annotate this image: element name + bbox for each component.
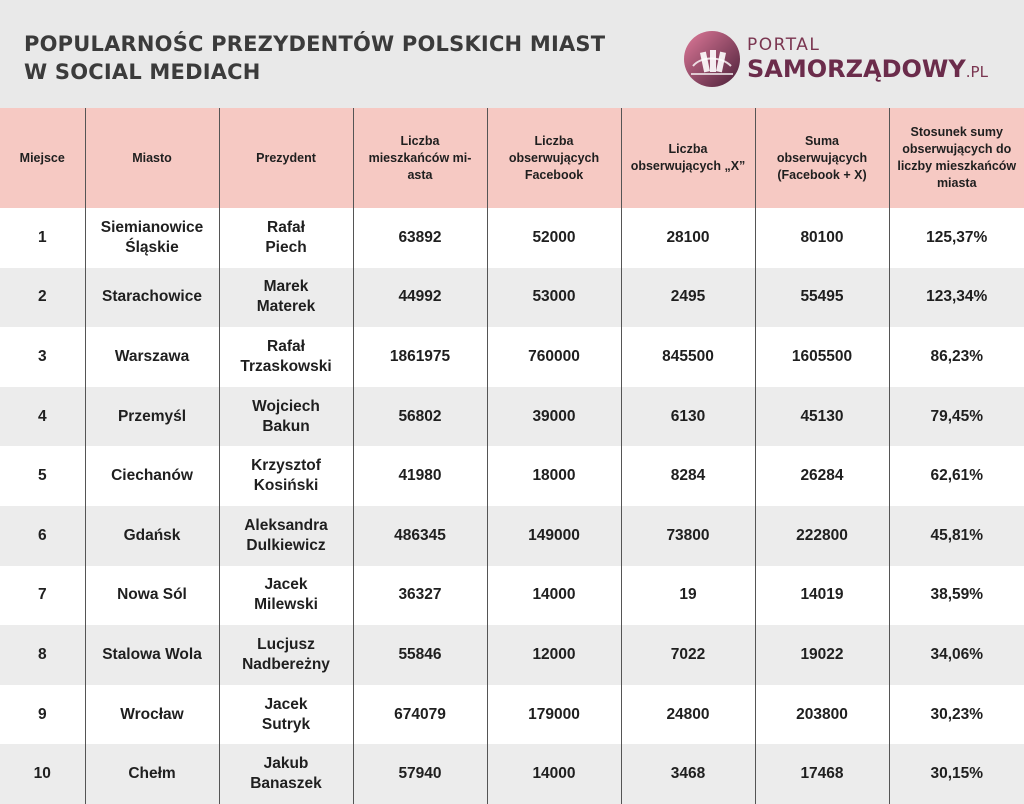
cell-place: 1 bbox=[0, 208, 85, 268]
president-last-name: Dulkiewicz bbox=[246, 536, 326, 554]
cell-population: 57940 bbox=[353, 744, 487, 804]
cell-sum: 80100 bbox=[755, 208, 889, 268]
cell-president bbox=[219, 446, 353, 506]
logo-portal-text: PORTAL bbox=[747, 35, 821, 55]
cell-sum: 14019 bbox=[755, 566, 889, 626]
cell-city bbox=[85, 327, 219, 387]
logo-name: SAMORZĄDOWY bbox=[747, 55, 966, 83]
logo-emblem-icon bbox=[683, 30, 741, 88]
city-line-1: Siemianowice bbox=[100, 218, 204, 236]
cell-ratio: 62,61% bbox=[889, 446, 1024, 506]
table-row bbox=[0, 506, 1024, 566]
cell-city bbox=[85, 685, 219, 745]
cell-x: 28100 bbox=[621, 208, 755, 268]
president-last-name: Materek bbox=[256, 298, 316, 316]
table-row bbox=[0, 208, 1024, 268]
cell-population: 674079 bbox=[353, 685, 487, 745]
table-header-row bbox=[0, 108, 1024, 208]
cell-ratio: 45,81% bbox=[889, 506, 1024, 566]
cell-facebook: 12000 bbox=[487, 625, 621, 685]
cell-x: 8284 bbox=[621, 446, 755, 506]
cell-ratio: 125,37% bbox=[889, 208, 1024, 268]
title-line-1: POPULARNOŚC PREZYDENTÓW POLSKICH MIAST bbox=[24, 32, 606, 56]
cell-x: 73800 bbox=[621, 506, 755, 566]
cell-place: 6 bbox=[0, 506, 85, 566]
city-line-1: Gdańsk bbox=[123, 526, 181, 544]
cell-facebook: 14000 bbox=[487, 744, 621, 804]
cell-place: 9 bbox=[0, 685, 85, 745]
cell-population: 55846 bbox=[353, 625, 487, 685]
cell-president bbox=[219, 744, 353, 804]
cell-facebook: 39000 bbox=[487, 387, 621, 447]
cell-x: 2495 bbox=[621, 268, 755, 328]
cell-population: 36327 bbox=[353, 566, 487, 626]
cell-sum: 55495 bbox=[755, 268, 889, 328]
president-last-name: Nadbereżny bbox=[242, 655, 330, 673]
president-first-name: Krzysztof bbox=[251, 457, 321, 475]
cell-ratio: 34,06% bbox=[889, 625, 1024, 685]
cell-place: 2 bbox=[0, 268, 85, 328]
city-line-1: Stalowa Wola bbox=[102, 645, 202, 663]
logo-samorzadowy-text bbox=[747, 54, 988, 87]
cell-sum: 203800 bbox=[755, 685, 889, 745]
cell-ratio: 86,23% bbox=[889, 327, 1024, 387]
cell-sum: 45130 bbox=[755, 387, 889, 447]
header-president: Prezydent bbox=[219, 108, 353, 208]
table-row bbox=[0, 625, 1024, 685]
cell-place: 5 bbox=[0, 446, 85, 506]
cell-ratio: 38,59% bbox=[889, 566, 1024, 626]
cell-x: 7022 bbox=[621, 625, 755, 685]
president-first-name: Lucjusz bbox=[257, 635, 315, 653]
cell-facebook: 18000 bbox=[487, 446, 621, 506]
cell-sum: 26284 bbox=[755, 446, 889, 506]
city-line-1: Chełm bbox=[128, 765, 176, 783]
cell-president bbox=[219, 625, 353, 685]
header-facebook: Liczba obserwujących Facebook bbox=[487, 108, 621, 208]
header-ratio: Stosunek sumy obserwujących do liczby mieszkańców miasta bbox=[889, 108, 1024, 208]
cell-sum: 19022 bbox=[755, 625, 889, 685]
cell-president bbox=[219, 685, 353, 745]
city-line-1: Ciechanów bbox=[111, 467, 193, 485]
cell-place: 8 bbox=[0, 625, 85, 685]
logo-text bbox=[747, 36, 988, 87]
ranking-table bbox=[0, 108, 1024, 804]
cell-president bbox=[219, 506, 353, 566]
cell-place: 7 bbox=[0, 566, 85, 626]
cell-x: 3468 bbox=[621, 744, 755, 804]
header-city: Miasto bbox=[85, 108, 219, 208]
president-last-name: Sutryk bbox=[261, 715, 311, 733]
city-line-1: Warszawa bbox=[114, 347, 190, 365]
cell-x: 19 bbox=[621, 566, 755, 626]
page-title bbox=[24, 30, 644, 86]
city-line-1: Starachowice bbox=[102, 288, 202, 306]
header bbox=[0, 0, 1024, 108]
president-first-name: Rafał bbox=[267, 337, 305, 355]
cell-ratio: 30,23% bbox=[889, 685, 1024, 745]
cell-population: 63892 bbox=[353, 208, 487, 268]
city-line-1: Wrocław bbox=[120, 705, 184, 723]
cell-facebook: 760000 bbox=[487, 327, 621, 387]
president-first-name: Jacek bbox=[264, 576, 308, 594]
president-first-name: Jakub bbox=[263, 755, 309, 773]
cell-president bbox=[219, 208, 353, 268]
header-place: Miejsce bbox=[0, 108, 85, 208]
cell-place: 10 bbox=[0, 744, 85, 804]
cell-city bbox=[85, 446, 219, 506]
table-row bbox=[0, 744, 1024, 804]
cell-population: 486345 bbox=[353, 506, 487, 566]
cell-population: 56802 bbox=[353, 387, 487, 447]
table-row bbox=[0, 387, 1024, 447]
cell-president bbox=[219, 268, 353, 328]
header-sum: Suma obserwujących (Facebook + X) bbox=[755, 108, 889, 208]
president-first-name: Marek bbox=[263, 278, 309, 296]
president-last-name: Kosiński bbox=[253, 477, 319, 495]
cell-facebook: 14000 bbox=[487, 566, 621, 626]
cell-x: 24800 bbox=[621, 685, 755, 745]
cell-sum: 222800 bbox=[755, 506, 889, 566]
city-line-1: Nowa Sól bbox=[117, 586, 187, 604]
cell-sum: 17468 bbox=[755, 744, 889, 804]
cell-ratio: 123,34% bbox=[889, 268, 1024, 328]
cell-facebook: 52000 bbox=[487, 208, 621, 268]
cell-population: 44992 bbox=[353, 268, 487, 328]
cell-city bbox=[85, 566, 219, 626]
cell-ratio: 79,45% bbox=[889, 387, 1024, 447]
cell-city bbox=[85, 744, 219, 804]
cell-facebook: 179000 bbox=[487, 685, 621, 745]
cell-facebook: 53000 bbox=[487, 268, 621, 328]
cell-city bbox=[85, 387, 219, 447]
city-line-2: Śląskie bbox=[125, 238, 179, 256]
cell-president bbox=[219, 566, 353, 626]
cell-sum: 1605500 bbox=[755, 327, 889, 387]
president-last-name: Milewski bbox=[254, 596, 318, 614]
city-line-1: Przemyśl bbox=[117, 407, 187, 425]
cell-city bbox=[85, 506, 219, 566]
president-first-name: Rafał bbox=[267, 218, 305, 236]
cell-population: 1861975 bbox=[353, 327, 487, 387]
president-last-name: Bakun bbox=[262, 417, 310, 435]
president-last-name: Banaszek bbox=[250, 775, 322, 793]
president-first-name: Aleksandra bbox=[244, 516, 328, 534]
title-line-2: W SOCIAL MEDIACH bbox=[24, 60, 261, 84]
table-row bbox=[0, 327, 1024, 387]
cell-population: 41980 bbox=[353, 446, 487, 506]
table-row bbox=[0, 685, 1024, 745]
logo-suffix: .PL bbox=[965, 63, 988, 81]
cell-x: 6130 bbox=[621, 387, 755, 447]
table-row bbox=[0, 566, 1024, 626]
cell-facebook: 149000 bbox=[487, 506, 621, 566]
cell-president bbox=[219, 327, 353, 387]
president-last-name: Piech bbox=[265, 238, 307, 256]
cell-city bbox=[85, 208, 219, 268]
cell-place: 4 bbox=[0, 387, 85, 447]
portal-samorzadowy-logo[interactable] bbox=[683, 30, 1013, 92]
president-first-name: Jacek bbox=[264, 695, 308, 713]
president-last-name: Trzaskowski bbox=[240, 357, 332, 375]
cell-x: 845500 bbox=[621, 327, 755, 387]
cell-president bbox=[219, 387, 353, 447]
header-population: Liczba mieszkańców mi-asta bbox=[353, 108, 487, 208]
cell-city bbox=[85, 268, 219, 328]
president-first-name: Wojciech bbox=[252, 397, 320, 415]
cell-ratio: 30,15% bbox=[889, 744, 1024, 804]
cell-city bbox=[85, 625, 219, 685]
header-x: Liczba obserwujących „X” bbox=[621, 108, 755, 208]
cell-place: 3 bbox=[0, 327, 85, 387]
table-row bbox=[0, 446, 1024, 506]
table-row bbox=[0, 268, 1024, 328]
